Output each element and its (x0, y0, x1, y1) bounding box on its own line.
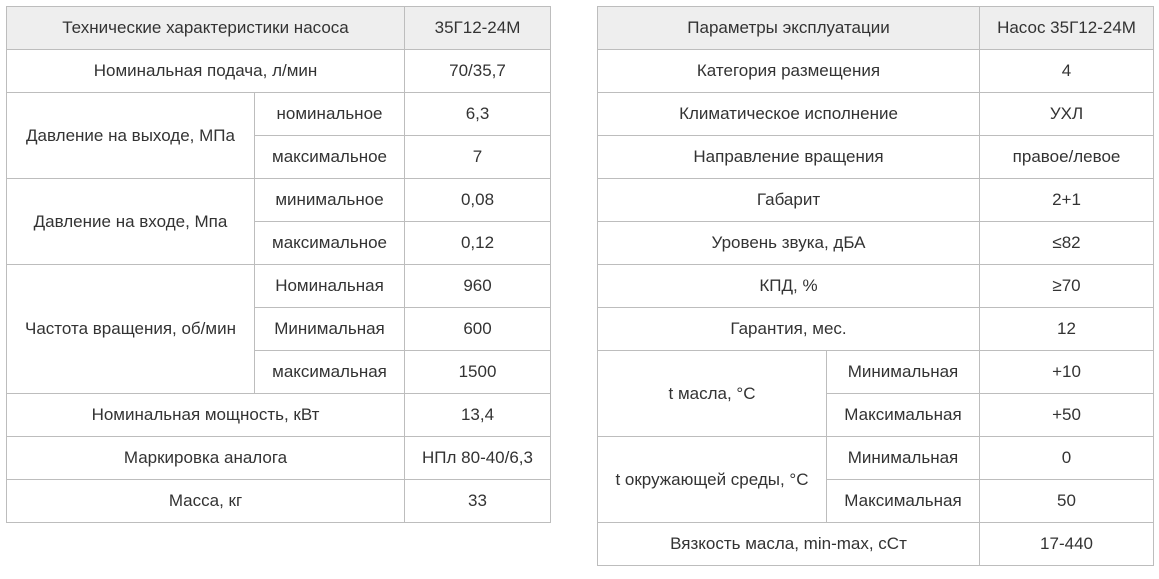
table-row (7, 437, 551, 480)
row-value: 13,4 (405, 394, 551, 437)
sub-label: номинальное (255, 93, 405, 136)
table-row (7, 265, 551, 308)
table-row (7, 93, 551, 136)
sub-label: максимальное (255, 222, 405, 265)
row-value: 50 (980, 480, 1154, 523)
row-label: КПД, % (598, 265, 980, 308)
row-label: Масса, кг (7, 480, 405, 523)
row-value: 12 (980, 308, 1154, 351)
row-value: 2+1 (980, 179, 1154, 222)
table-row (598, 222, 1154, 265)
group-label: t масла, °С (598, 351, 827, 437)
table-row (598, 50, 1154, 93)
table-row (7, 179, 551, 222)
header-cell: Насос 35Г12-24М (980, 7, 1154, 50)
sub-label: Минимальная (827, 351, 980, 394)
row-value: 17-440 (980, 523, 1154, 566)
row-value: ≥70 (980, 265, 1154, 308)
sub-label: минимальное (255, 179, 405, 222)
group-label: t окружающей среды, °С (598, 437, 827, 523)
row-value: +10 (980, 351, 1154, 394)
table-header-row (598, 7, 1154, 50)
table-row (598, 93, 1154, 136)
table-row (598, 437, 1154, 480)
table-row (598, 136, 1154, 179)
row-value: 1500 (405, 351, 551, 394)
group-label: Давление на выходе, МПа (7, 93, 255, 179)
header-cell: Технические характеристики насоса (7, 7, 405, 50)
operation-params-table (597, 6, 1154, 566)
row-value: +50 (980, 394, 1154, 437)
table-row (598, 308, 1154, 351)
table-row (7, 394, 551, 437)
row-value: УХЛ (980, 93, 1154, 136)
row-label: Направление вращения (598, 136, 980, 179)
sub-label: Минимальная (255, 308, 405, 351)
header-cell: 35Г12-24М (405, 7, 551, 50)
table-header-row (7, 7, 551, 50)
sub-label: Максимальная (827, 394, 980, 437)
row-label: Номинальная мощность, кВт (7, 394, 405, 437)
row-value: 4 (980, 50, 1154, 93)
row-value: 960 (405, 265, 551, 308)
table-row (598, 351, 1154, 394)
table-row (598, 179, 1154, 222)
row-value: 600 (405, 308, 551, 351)
sub-label: Минимальная (827, 437, 980, 480)
group-label: Давление на входе, Мпа (7, 179, 255, 265)
row-label: Габарит (598, 179, 980, 222)
row-label: Категория размещения (598, 50, 980, 93)
row-value: 70/35,7 (405, 50, 551, 93)
pump-specs-table (6, 6, 551, 523)
table-row (7, 480, 551, 523)
table-row (598, 523, 1154, 566)
table-row (7, 50, 551, 93)
row-label: Гарантия, мес. (598, 308, 980, 351)
table-row (598, 265, 1154, 308)
row-value: ≤82 (980, 222, 1154, 265)
row-label: Маркировка аналога (7, 437, 405, 480)
row-value: 0 (980, 437, 1154, 480)
row-label: Номинальная подача, л/мин (7, 50, 405, 93)
row-value: НПл 80-40/6,3 (405, 437, 551, 480)
sub-label: максимальная (255, 351, 405, 394)
row-value: 33 (405, 480, 551, 523)
row-value: 7 (405, 136, 551, 179)
row-label: Климатическое исполнение (598, 93, 980, 136)
header-cell: Параметры эксплуатации (598, 7, 980, 50)
row-value: 0,08 (405, 179, 551, 222)
sub-label: Номинальная (255, 265, 405, 308)
sub-label: Максимальная (827, 480, 980, 523)
row-value: 6,3 (405, 93, 551, 136)
row-label: Уровень звука, дБА (598, 222, 980, 265)
row-value: правое/левое (980, 136, 1154, 179)
group-label: Частота вращения, об/мин (7, 265, 255, 394)
row-value: 0,12 (405, 222, 551, 265)
sub-label: максимальное (255, 136, 405, 179)
row-label: Вязкость масла, min-max, сСт (598, 523, 980, 566)
